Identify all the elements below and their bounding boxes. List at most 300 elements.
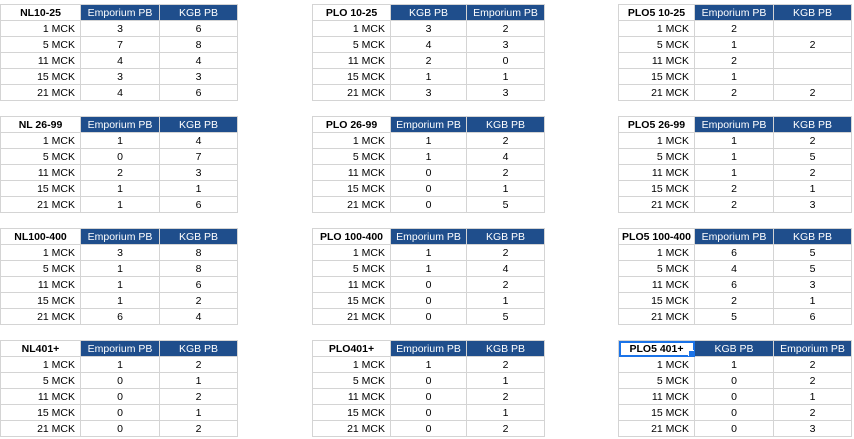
row-label-cell[interactable]: 11 MCK: [1, 277, 81, 293]
table-title-cell[interactable]: PLO 10-25: [313, 5, 391, 21]
value-cell[interactable]: 1: [774, 293, 852, 309]
table-header-row: [1, 5, 238, 21]
value-cell[interactable]: 4: [695, 261, 774, 277]
column-header-cell[interactable]: KGB PB: [160, 5, 238, 21]
row-label-cell[interactable]: 1 MCK: [619, 21, 695, 37]
empty-cell[interactable]: [467, 213, 545, 229]
table-header-row: [619, 341, 852, 357]
value-cell[interactable]: 1: [695, 165, 774, 181]
empty-cell[interactable]: [1, 325, 81, 341]
empty-row: [619, 213, 852, 229]
value-cell[interactable]: 6: [695, 277, 774, 293]
table-row: [619, 69, 852, 85]
row-label-cell[interactable]: 1 MCK: [1, 133, 81, 149]
table-title-cell[interactable]: NL401+: [1, 341, 81, 357]
column-header-cell[interactable]: KGB PB: [391, 5, 467, 21]
table-row: [313, 53, 545, 69]
value-cell[interactable]: 3: [81, 21, 160, 37]
value-cell[interactable]: 3: [774, 277, 852, 293]
empty-cell[interactable]: [695, 101, 774, 117]
row-label-cell[interactable]: 15 MCK: [1, 405, 81, 421]
table-header-row: [1, 229, 238, 245]
table-row: [1, 357, 238, 373]
row-label-cell[interactable]: 21 MCK: [619, 197, 695, 213]
table-row: [313, 389, 545, 405]
empty-cell[interactable]: [1, 213, 81, 229]
value-cell[interactable]: 0: [391, 405, 467, 421]
value-cell[interactable]: 1: [695, 149, 774, 165]
value-cell[interactable]: 3: [160, 69, 238, 85]
row-label-cell[interactable]: 5 MCK: [313, 261, 391, 277]
value-cell[interactable]: 6: [160, 21, 238, 37]
value-cell[interactable]: 2: [774, 133, 852, 149]
table-row: [313, 421, 545, 437]
value-cell[interactable]: 1: [467, 293, 545, 309]
column-header-cell[interactable]: Emporium PB: [391, 341, 467, 357]
value-cell[interactable]: 4: [81, 53, 160, 69]
row-label-cell[interactable]: 15 MCK: [313, 405, 391, 421]
value-cell[interactable]: 7: [160, 149, 238, 165]
table-row: [1, 309, 238, 325]
row-label-cell[interactable]: 15 MCK: [619, 181, 695, 197]
value-cell[interactable]: 5: [695, 309, 774, 325]
empty-cell[interactable]: [774, 101, 852, 117]
value-cell[interactable]: 8: [160, 37, 238, 53]
table-row: [619, 277, 852, 293]
table-row: [313, 261, 545, 277]
value-cell[interactable]: 0: [81, 405, 160, 421]
row-label-cell[interactable]: 21 MCK: [619, 85, 695, 101]
row-label-cell[interactable]: 21 MCK: [619, 421, 695, 437]
value-cell[interactable]: 0: [391, 293, 467, 309]
value-cell[interactable]: [774, 69, 852, 85]
value-cell[interactable]: 1: [81, 293, 160, 309]
value-cell[interactable]: 2: [467, 389, 545, 405]
empty-row: [313, 213, 545, 229]
empty-cell[interactable]: [81, 101, 160, 117]
row-label-cell[interactable]: 15 MCK: [619, 405, 695, 421]
value-cell[interactable]: 2: [695, 53, 774, 69]
column-header-cell[interactable]: KGB PB: [160, 341, 238, 357]
row-label-cell[interactable]: 11 MCK: [313, 389, 391, 405]
row-label-cell[interactable]: 21 MCK: [1, 85, 81, 101]
table-row: [1, 293, 238, 309]
value-cell[interactable]: 1: [467, 405, 545, 421]
row-label-cell[interactable]: 1 MCK: [313, 357, 391, 373]
row-label-cell[interactable]: 21 MCK: [313, 421, 391, 437]
empty-row: [313, 101, 545, 117]
value-cell[interactable]: 1: [81, 197, 160, 213]
column-header-cell[interactable]: KGB PB: [774, 5, 852, 21]
table-group-1: [0, 4, 238, 437]
empty-cell[interactable]: [391, 325, 467, 341]
value-cell[interactable]: 3: [467, 85, 545, 101]
table-row: [313, 133, 545, 149]
value-cell[interactable]: 2: [774, 165, 852, 181]
value-cell[interactable]: 1: [391, 133, 467, 149]
table-row: [313, 37, 545, 53]
row-label-cell[interactable]: 21 MCK: [313, 309, 391, 325]
table-row: [313, 149, 545, 165]
table-row: [619, 421, 852, 437]
value-cell[interactable]: 5: [774, 261, 852, 277]
value-cell[interactable]: 1: [391, 357, 467, 373]
column-header-cell[interactable]: KGB PB: [695, 341, 774, 357]
value-cell[interactable]: 3: [160, 165, 238, 181]
row-label-cell[interactable]: 5 MCK: [1, 261, 81, 277]
table-header-row: [619, 5, 852, 21]
value-cell[interactable]: 6: [160, 85, 238, 101]
table-header-row: [619, 229, 852, 245]
value-cell[interactable]: 2: [467, 357, 545, 373]
empty-cell[interactable]: [695, 325, 774, 341]
row-label-cell[interactable]: 11 MCK: [619, 53, 695, 69]
empty-cell[interactable]: [695, 213, 774, 229]
row-label-cell[interactable]: 5 MCK: [619, 261, 695, 277]
value-cell[interactable]: 2: [467, 421, 545, 437]
value-cell[interactable]: 8: [160, 245, 238, 261]
table-row: [313, 85, 545, 101]
empty-cell[interactable]: [467, 325, 545, 341]
column-header-cell[interactable]: Emporium PB: [81, 229, 160, 245]
value-cell[interactable]: 2: [467, 133, 545, 149]
value-cell[interactable]: 6: [81, 309, 160, 325]
row-label-cell[interactable]: 11 MCK: [1, 165, 81, 181]
column-header-cell[interactable]: Emporium PB: [81, 117, 160, 133]
row-label-cell[interactable]: 21 MCK: [313, 85, 391, 101]
row-label-cell[interactable]: 15 MCK: [619, 69, 695, 85]
table-header-row: [313, 229, 545, 245]
column-header-cell[interactable]: Emporium PB: [81, 5, 160, 21]
table-row: [619, 293, 852, 309]
table-row: [619, 181, 852, 197]
value-cell[interactable]: [774, 21, 852, 37]
table-row: [1, 165, 238, 181]
column-header-cell[interactable]: KGB PB: [774, 117, 852, 133]
value-cell[interactable]: 0: [391, 165, 467, 181]
table-row: [313, 405, 545, 421]
row-label-cell[interactable]: 11 MCK: [619, 277, 695, 293]
table-header-row: [313, 341, 545, 357]
table-row: [313, 69, 545, 85]
fill-handle[interactable]: [688, 350, 695, 357]
table-title-cell[interactable]: PLO401+: [313, 341, 391, 357]
row-label-cell[interactable]: 11 MCK: [619, 165, 695, 181]
row-label-cell[interactable]: 15 MCK: [1, 181, 81, 197]
empty-cell[interactable]: [1, 101, 81, 117]
value-cell[interactable]: 0: [81, 421, 160, 437]
value-cell[interactable]: 1: [391, 245, 467, 261]
empty-cell[interactable]: [313, 213, 391, 229]
empty-cell[interactable]: [160, 213, 238, 229]
table-row: [619, 149, 852, 165]
value-cell[interactable]: 1: [391, 69, 467, 85]
column-header-cell[interactable]: Emporium PB: [774, 341, 852, 357]
row-label-cell[interactable]: 15 MCK: [1, 69, 81, 85]
value-cell[interactable]: 1: [695, 357, 774, 373]
row-label-cell[interactable]: 15 MCK: [313, 181, 391, 197]
row-label-cell[interactable]: 1 MCK: [313, 133, 391, 149]
row-label-cell[interactable]: 11 MCK: [1, 53, 81, 69]
value-cell[interactable]: 1: [81, 357, 160, 373]
table-row: [619, 245, 852, 261]
row-label-cell[interactable]: 11 MCK: [313, 165, 391, 181]
value-cell[interactable]: 5: [774, 149, 852, 165]
value-cell[interactable]: 3: [81, 69, 160, 85]
row-label-cell[interactable]: 15 MCK: [313, 293, 391, 309]
value-cell[interactable]: 1: [695, 37, 774, 53]
value-cell[interactable]: 0: [695, 421, 774, 437]
empty-cell[interactable]: [774, 213, 852, 229]
empty-cell[interactable]: [391, 101, 467, 117]
value-cell[interactable]: 1: [81, 261, 160, 277]
row-label-cell[interactable]: 1 MCK: [619, 133, 695, 149]
value-cell[interactable]: 4: [391, 37, 467, 53]
column-header-cell[interactable]: KGB PB: [467, 229, 545, 245]
value-cell[interactable]: 0: [391, 197, 467, 213]
row-label-cell[interactable]: 1 MCK: [619, 357, 695, 373]
row-label-cell[interactable]: 15 MCK: [1, 293, 81, 309]
value-cell[interactable]: 2: [774, 405, 852, 421]
row-label-cell[interactable]: 5 MCK: [313, 149, 391, 165]
value-cell[interactable]: 1: [467, 373, 545, 389]
table-title-cell[interactable]: PLO5 100-400: [619, 229, 695, 245]
row-label-cell[interactable]: 5 MCK: [619, 149, 695, 165]
table-row: [619, 165, 852, 181]
value-cell[interactable]: 2: [695, 21, 774, 37]
row-label-cell[interactable]: 1 MCK: [1, 245, 81, 261]
table-row: [1, 197, 238, 213]
value-cell[interactable]: 1: [81, 277, 160, 293]
value-cell[interactable]: 0: [81, 373, 160, 389]
value-cell[interactable]: 2: [695, 293, 774, 309]
empty-cell[interactable]: [619, 325, 695, 341]
empty-cell[interactable]: [81, 325, 160, 341]
value-cell[interactable]: 2: [774, 37, 852, 53]
row-label-cell[interactable]: 21 MCK: [313, 197, 391, 213]
row-label-cell[interactable]: 1 MCK: [313, 21, 391, 37]
value-cell[interactable]: 1: [695, 69, 774, 85]
table-title-cell[interactable]: PLO5 10-25: [619, 5, 695, 21]
value-cell[interactable]: 1: [81, 181, 160, 197]
empty-cell[interactable]: [160, 325, 238, 341]
table-header-row: [619, 117, 852, 133]
value-cell[interactable]: 1: [81, 133, 160, 149]
value-cell[interactable]: 0: [391, 421, 467, 437]
table-row: [313, 165, 545, 181]
value-cell[interactable]: 1: [160, 181, 238, 197]
row-label-cell[interactable]: 15 MCK: [313, 69, 391, 85]
column-header-cell[interactable]: Emporium PB: [391, 229, 467, 245]
value-cell[interactable]: 1: [391, 149, 467, 165]
row-label-cell[interactable]: 5 MCK: [1, 373, 81, 389]
row-label-cell[interactable]: 1 MCK: [1, 21, 81, 37]
table-header-row: [313, 5, 545, 21]
row-label-cell[interactable]: 5 MCK: [1, 37, 81, 53]
row-label-cell[interactable]: 11 MCK: [313, 53, 391, 69]
row-label-cell[interactable]: 21 MCK: [1, 309, 81, 325]
value-cell[interactable]: 2: [467, 277, 545, 293]
value-cell[interactable]: 0: [391, 389, 467, 405]
row-label-cell[interactable]: 21 MCK: [1, 421, 81, 437]
value-cell[interactable]: 2: [160, 293, 238, 309]
value-cell[interactable]: 3: [774, 197, 852, 213]
value-cell[interactable]: 1: [695, 133, 774, 149]
value-cell[interactable]: 3: [467, 37, 545, 53]
row-label-cell[interactable]: 1 MCK: [619, 245, 695, 261]
value-cell[interactable]: 2: [774, 357, 852, 373]
table-row: [313, 21, 545, 37]
table-row: [619, 309, 852, 325]
row-label-cell[interactable]: 5 MCK: [619, 37, 695, 53]
value-cell[interactable]: 0: [391, 277, 467, 293]
table-row: [619, 405, 852, 421]
value-cell[interactable]: 4: [160, 53, 238, 69]
value-cell[interactable]: 2: [467, 245, 545, 261]
value-cell[interactable]: 4: [81, 85, 160, 101]
value-cell[interactable]: 3: [391, 85, 467, 101]
column-header-cell[interactable]: KGB PB: [467, 117, 545, 133]
table-title-cell[interactable]: NL 26-99: [1, 117, 81, 133]
table-header-row: [1, 341, 238, 357]
value-cell[interactable]: 3: [81, 245, 160, 261]
row-label-cell[interactable]: 15 MCK: [619, 293, 695, 309]
empty-cell[interactable]: [81, 213, 160, 229]
row-label-cell[interactable]: 1 MCK: [1, 357, 81, 373]
value-cell[interactable]: 2: [391, 53, 467, 69]
empty-row: [619, 101, 852, 117]
table-row: [313, 277, 545, 293]
table-title-cell[interactable]: NL100-400: [1, 229, 81, 245]
column-header-cell[interactable]: Emporium PB: [81, 341, 160, 357]
value-cell[interactable]: 2: [695, 85, 774, 101]
value-cell[interactable]: 5: [774, 245, 852, 261]
value-cell[interactable]: 4: [160, 309, 238, 325]
value-cell[interactable]: 2: [774, 373, 852, 389]
column-header-cell[interactable]: Emporium PB: [391, 117, 467, 133]
value-cell[interactable]: 5: [467, 309, 545, 325]
table-row: [619, 85, 852, 101]
value-cell[interactable]: 1: [160, 405, 238, 421]
row-label-cell[interactable]: 11 MCK: [619, 389, 695, 405]
value-cell[interactable]: 2: [160, 389, 238, 405]
table-row: [1, 245, 238, 261]
value-cell[interactable]: 2: [467, 165, 545, 181]
value-cell[interactable]: 2: [160, 421, 238, 437]
value-cell[interactable]: 3: [774, 421, 852, 437]
table-row: [1, 373, 238, 389]
value-cell[interactable]: 2: [695, 181, 774, 197]
value-cell[interactable]: 4: [467, 149, 545, 165]
value-cell[interactable]: 6: [160, 277, 238, 293]
column-header-cell[interactable]: KGB PB: [160, 117, 238, 133]
table-title-cell[interactable]: PLO 26-99: [313, 117, 391, 133]
row-label-cell[interactable]: 11 MCK: [313, 277, 391, 293]
table-row: [1, 149, 238, 165]
row-label-cell[interactable]: 1 MCK: [313, 245, 391, 261]
table-title-cell[interactable]: PLO 100-400: [313, 229, 391, 245]
empty-cell[interactable]: [619, 213, 695, 229]
value-cell[interactable]: 5: [467, 197, 545, 213]
value-cell[interactable]: 7: [81, 37, 160, 53]
value-cell[interactable]: 6: [160, 197, 238, 213]
empty-cell[interactable]: [619, 101, 695, 117]
table-row: [313, 197, 545, 213]
value-cell[interactable]: 2: [695, 197, 774, 213]
row-label-cell[interactable]: 21 MCK: [1, 197, 81, 213]
empty-cell[interactable]: [313, 325, 391, 341]
value-cell[interactable]: 1: [160, 373, 238, 389]
empty-cell[interactable]: [467, 101, 545, 117]
row-label-cell[interactable]: 11 MCK: [1, 389, 81, 405]
table-row: [619, 133, 852, 149]
value-cell[interactable]: 2: [774, 85, 852, 101]
value-cell[interactable]: 0: [391, 309, 467, 325]
column-header-cell[interactable]: Emporium PB: [467, 5, 545, 21]
value-cell[interactable]: 8: [160, 261, 238, 277]
value-cell[interactable]: 0: [695, 405, 774, 421]
row-label-cell[interactable]: 5 MCK: [619, 373, 695, 389]
empty-row: [1, 325, 238, 341]
table-row: [619, 197, 852, 213]
empty-cell[interactable]: [313, 101, 391, 117]
column-header-cell[interactable]: Emporium PB: [695, 117, 774, 133]
value-cell[interactable]: 4: [467, 261, 545, 277]
value-cell[interactable]: 0: [467, 53, 545, 69]
value-cell[interactable]: 0: [391, 373, 467, 389]
column-header-cell[interactable]: Emporium PB: [695, 5, 774, 21]
value-cell[interactable]: 0: [391, 181, 467, 197]
value-cell[interactable]: 1: [391, 261, 467, 277]
row-label-cell[interactable]: 5 MCK: [1, 149, 81, 165]
row-label-cell[interactable]: 21 MCK: [619, 309, 695, 325]
value-cell[interactable]: [774, 53, 852, 69]
column-header-cell[interactable]: KGB PB: [160, 229, 238, 245]
empty-cell[interactable]: [391, 213, 467, 229]
value-cell[interactable]: 0: [695, 389, 774, 405]
value-cell[interactable]: 2: [81, 165, 160, 181]
table-title-cell[interactable]: PLO5 26-99: [619, 117, 695, 133]
table-title-cell[interactable]: PLO5 401+: [619, 341, 695, 357]
table-row: [313, 293, 545, 309]
row-label-cell[interactable]: 5 MCK: [313, 373, 391, 389]
value-cell[interactable]: 6: [774, 309, 852, 325]
column-header-cell[interactable]: KGB PB: [467, 341, 545, 357]
value-cell[interactable]: 1: [774, 389, 852, 405]
value-cell[interactable]: 2: [160, 357, 238, 373]
table-row: [1, 261, 238, 277]
value-cell[interactable]: 1: [774, 181, 852, 197]
empty-cell[interactable]: [774, 325, 852, 341]
value-cell[interactable]: 4: [160, 133, 238, 149]
value-cell[interactable]: 1: [467, 181, 545, 197]
table-row: [619, 53, 852, 69]
table-row: [1, 421, 238, 437]
empty-cell[interactable]: [160, 101, 238, 117]
value-cell[interactable]: 2: [467, 21, 545, 37]
table-title-cell[interactable]: NL10-25: [1, 5, 81, 21]
value-cell[interactable]: 0: [81, 389, 160, 405]
value-cell[interactable]: 3: [391, 21, 467, 37]
table-row: [619, 357, 852, 373]
value-cell[interactable]: 1: [467, 69, 545, 85]
column-header-cell[interactable]: KGB PB: [774, 229, 852, 245]
row-label-cell[interactable]: 5 MCK: [313, 37, 391, 53]
value-cell[interactable]: 0: [695, 373, 774, 389]
column-header-cell[interactable]: Emporium PB: [695, 229, 774, 245]
value-cell[interactable]: 6: [695, 245, 774, 261]
value-cell[interactable]: 0: [81, 149, 160, 165]
